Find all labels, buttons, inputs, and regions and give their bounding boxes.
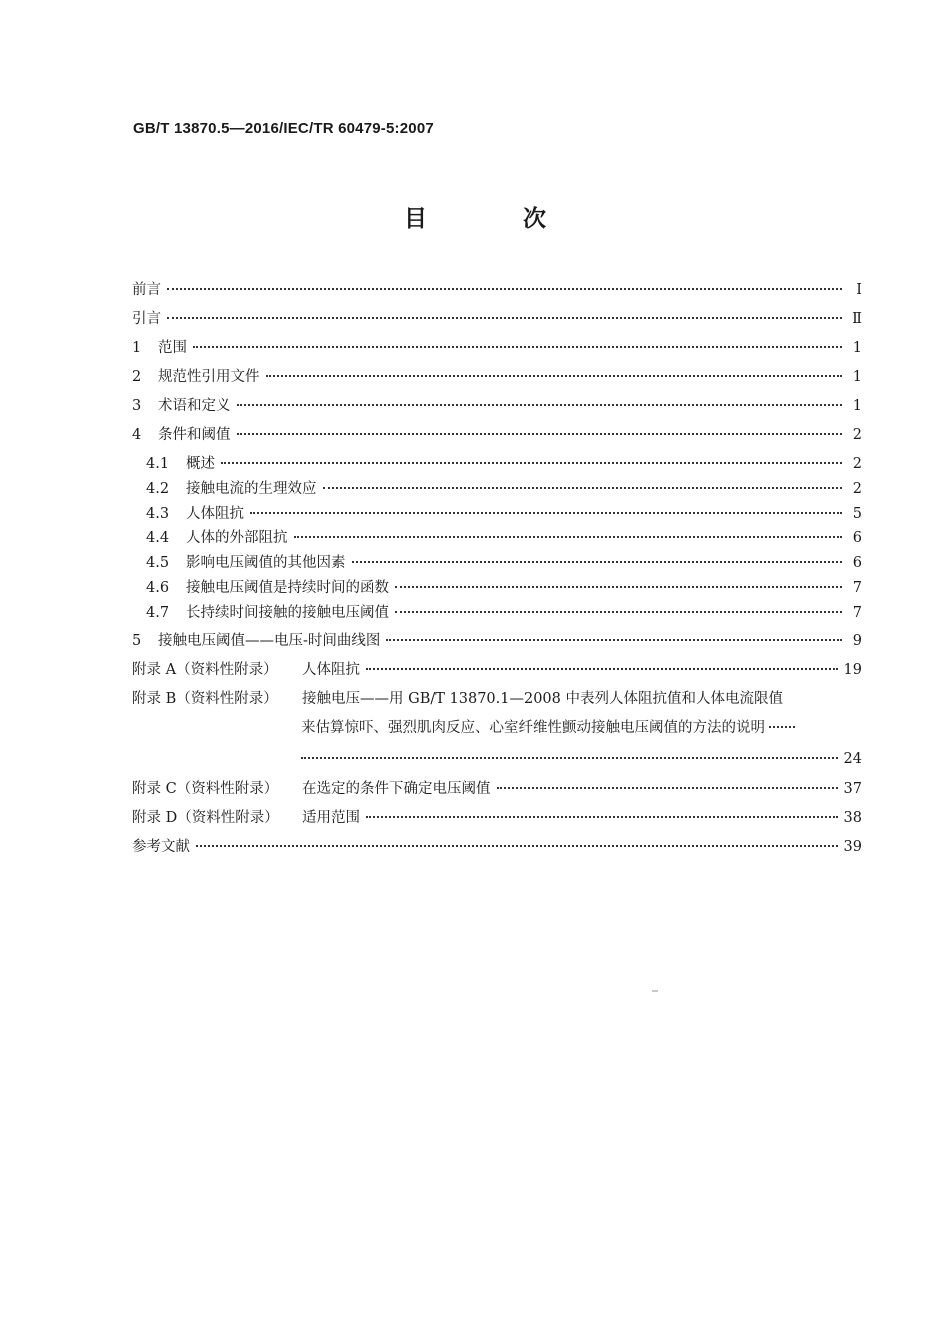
toc-entry-label: 接触电压——用 GB/T 13870.1—2008 中表列人体阻抗值和人体电流限值: [302, 691, 783, 707]
toc-leader-dots: [294, 536, 843, 538]
toc-leader-dots: [196, 845, 838, 847]
toc-entry-5[interactable]: [132, 630, 862, 652]
toc-leader-dots: [266, 375, 843, 377]
toc-entry-3[interactable]: [132, 395, 862, 417]
toc-entry-label-continued: 来估算惊吓、强烈肌肉反应、心室纤维性颤动接触电压阈值的方法的说明: [301, 720, 765, 736]
toc-entry-number: 4.4: [146, 530, 170, 546]
toc-leader-dots: [323, 487, 843, 489]
toc-page-number: 1: [852, 398, 862, 414]
toc-entry-number: 4.6: [146, 580, 170, 596]
toc-entry-4-7[interactable]: [146, 602, 862, 624]
toc-entry-label: 人体的外部阻抗: [186, 530, 288, 546]
toc-entry-label: 接触电压阈值——电压-时间曲线图: [158, 633, 381, 649]
toc-leader-dots: [167, 317, 842, 319]
toc-page-number: 1: [852, 340, 862, 356]
annex-prefix: 附录 A（资料性附录）: [132, 662, 278, 678]
toc-entry-annex-b[interactable]: [132, 688, 862, 710]
toc-entry-number: 4.1: [146, 456, 170, 472]
toc-entry-label: 接触电流的生理效应: [186, 481, 317, 497]
toc-page-number: Ⅰ: [856, 282, 862, 298]
toc-entry-number: 4: [132, 427, 142, 443]
toc-entry-label: 适用范围: [302, 810, 360, 826]
toc-entry-annex-d[interactable]: [132, 807, 862, 829]
toc-entry-label: 术语和定义: [158, 398, 231, 414]
toc-entry-label: 规范性引用文件: [158, 369, 260, 385]
page-title: 目 次: [403, 206, 590, 232]
annex-prefix: 附录 C（资料性附录）: [132, 781, 279, 797]
toc-entry-4-1[interactable]: [146, 453, 862, 475]
toc-entry-number: 2: [132, 369, 142, 385]
toc-entry-label: 接触电压阈值是持续时间的函数: [186, 580, 389, 596]
toc-leader-dots: [221, 462, 842, 464]
toc-entry-number: 5: [132, 633, 142, 649]
toc-page-number: 39: [843, 839, 862, 855]
standard-code: GB/T 13870.5—2016/IEC/TR 60479-5:2007: [133, 120, 434, 137]
toc-entry-4-6[interactable]: [146, 577, 862, 599]
annex-prefix: 附录 B（资料性附录）: [132, 691, 278, 707]
toc-leader-dots: [237, 404, 843, 406]
toc-page-number: 5: [852, 506, 862, 522]
toc-leader-dots: [497, 787, 838, 789]
toc-entry-annex-a[interactable]: [132, 659, 862, 681]
toc-entry-label: 概述: [186, 456, 215, 472]
toc-entry-label: 长持续时间接触的接触电压阈值: [186, 605, 389, 621]
toc-leader-dots: [769, 726, 795, 728]
toc-leader-dots: [366, 816, 838, 818]
toc-entry-number: 4.3: [146, 506, 170, 522]
toc-leader-dots: [167, 288, 842, 290]
toc-entry-annex-b-page-line[interactable]: [301, 748, 862, 770]
toc-page-number: 6: [852, 555, 862, 571]
toc-page-number: 2: [852, 427, 862, 443]
toc-entry-number: 4.7: [146, 605, 170, 621]
toc-entry-label: 影响电压阈值的其他因素: [186, 555, 346, 571]
toc-entry-annex-b-line2: [301, 717, 862, 739]
toc-page-number: Ⅱ: [852, 311, 862, 327]
toc-page-number: 2: [852, 456, 862, 472]
toc-leader-dots: [352, 561, 843, 563]
toc-entry-introduction[interactable]: [132, 308, 862, 330]
toc-entry-number: 4.5: [146, 555, 170, 571]
toc-page-number: 24: [843, 751, 862, 767]
toc-entry-label: 人体阻抗: [186, 506, 244, 522]
toc-entry-number: 4.2: [146, 481, 170, 497]
toc-leader-dots: [386, 639, 842, 641]
toc-page-number: 19: [843, 662, 862, 678]
toc-entry-label: 在选定的条件下确定电压阈值: [302, 781, 491, 797]
toc-entry-4-4[interactable]: [146, 527, 862, 549]
toc-entry-label: 参考文献: [132, 839, 190, 855]
toc-page-number: 7: [852, 580, 862, 596]
toc-leader-dots: [193, 346, 842, 348]
toc-entry-foreword[interactable]: [132, 279, 862, 301]
toc-leader-dots: [301, 757, 838, 759]
annex-prefix: 附录 D（资料性附录）: [132, 810, 279, 826]
toc-leader-dots: [250, 512, 842, 514]
toc-entry-1[interactable]: [132, 337, 862, 359]
toc-page-number: 38: [843, 810, 862, 826]
toc-entry-label: 人体阻抗: [302, 662, 360, 678]
toc-entry-number: 1: [132, 340, 142, 356]
toc-entry-4-3[interactable]: [146, 503, 862, 525]
scan-speck: [652, 990, 658, 992]
toc-page-number: 9: [852, 633, 862, 649]
toc-page-number: 1: [852, 369, 862, 385]
toc-page-number: 37: [843, 781, 862, 797]
toc-leader-dots: [395, 611, 842, 613]
toc-entry-label: 引言: [132, 311, 161, 327]
toc-entry-number: 3: [132, 398, 142, 414]
toc-entry-4-2[interactable]: [146, 478, 862, 500]
toc-entry-4[interactable]: [132, 424, 862, 446]
toc-entry-2[interactable]: [132, 366, 862, 388]
toc-entry-label: 前言: [132, 282, 161, 298]
toc-entry-label: 条件和阈值: [158, 427, 231, 443]
toc-entry-bibliography[interactable]: [132, 836, 862, 858]
toc-page-number: 2: [852, 481, 862, 497]
toc-entry-4-5[interactable]: [146, 552, 862, 574]
toc-leader-dots: [395, 586, 842, 588]
toc-page-number: 6: [852, 530, 862, 546]
toc-page-number: 7: [852, 605, 862, 621]
toc-leader-dots: [366, 668, 838, 670]
toc-entry-annex-c[interactable]: [132, 778, 862, 800]
toc-leader-dots: [237, 433, 843, 435]
toc-entry-label: 范围: [158, 340, 187, 356]
